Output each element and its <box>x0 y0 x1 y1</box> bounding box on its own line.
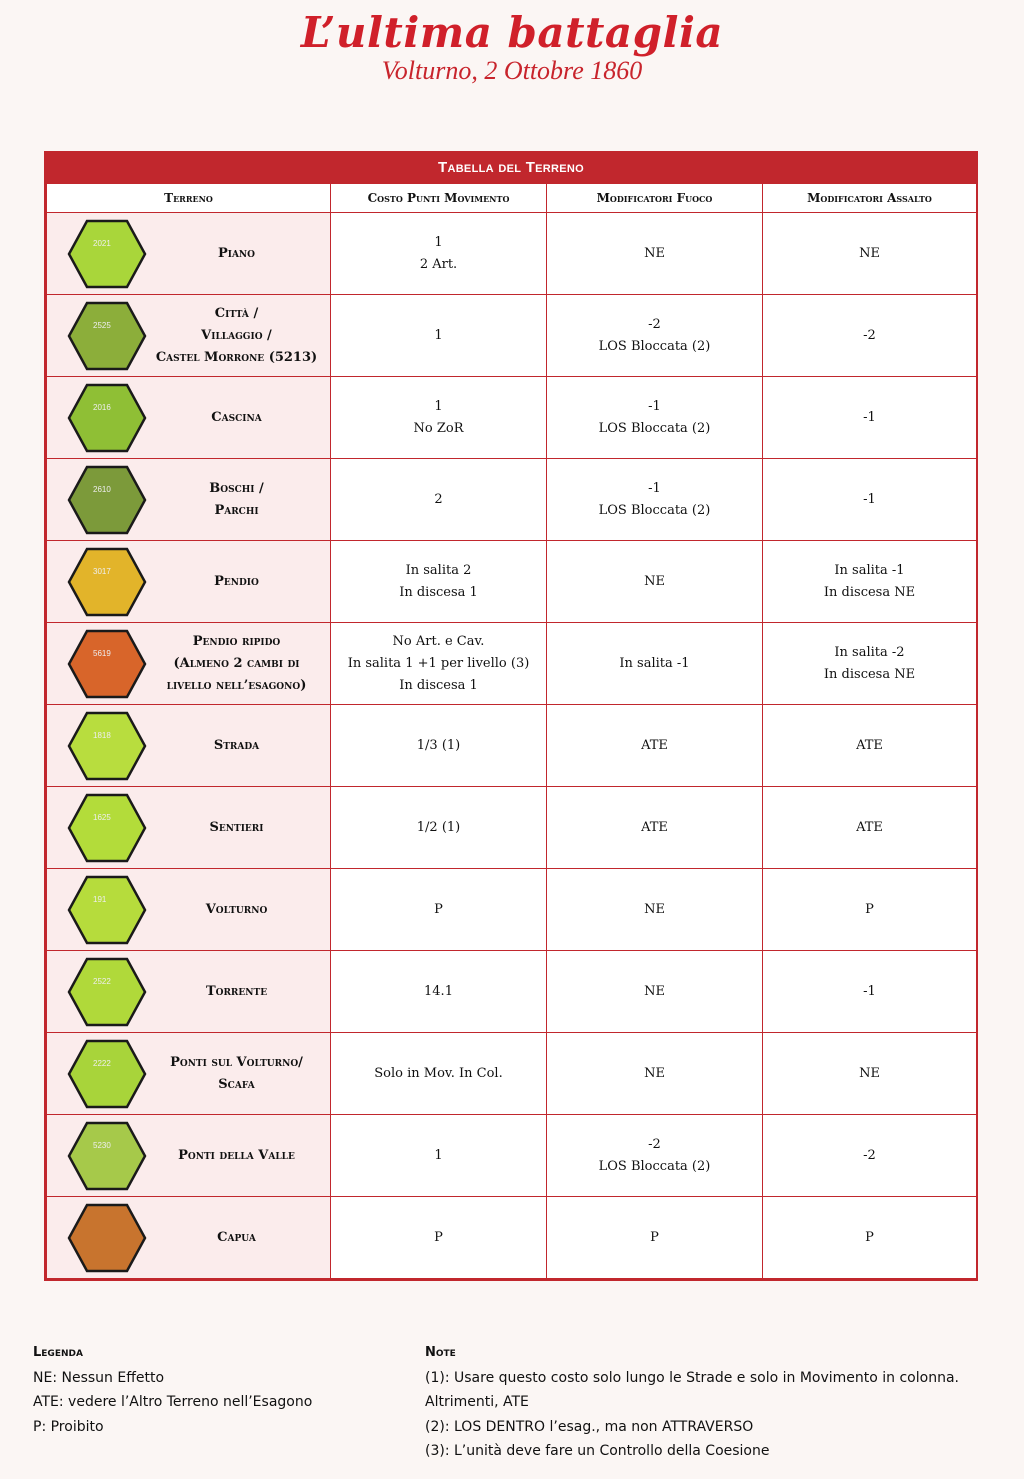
terrain-hex-icon <box>67 465 147 535</box>
assault-modifier-cell: -2 <box>763 1115 977 1197</box>
movement-cost-cell: 14.1 <box>331 951 547 1033</box>
terrain-name: Strada <box>213 737 260 753</box>
terrain-cell <box>47 459 331 541</box>
assault-modifier-cell: NE <box>763 213 977 295</box>
notes-title: Note <box>425 1345 456 1360</box>
note-item: (2): LOS DENTRO l’esag., ma non ATTRAVERSO <box>425 1418 754 1435</box>
legend-item: NE: Nessun Effetto <box>33 1369 165 1386</box>
assault-modifier-cell: -1 <box>763 459 977 541</box>
fire-modifier-cell: NE <box>547 1033 763 1115</box>
terrain-row <box>47 951 977 1033</box>
terrain-cell <box>47 377 331 459</box>
terrain-cell <box>47 295 331 377</box>
terrain-name: Pendio ripido (Almeno 2 cambi di livello nell’esagono) <box>166 633 307 693</box>
hex-number: 1625 <box>93 812 111 822</box>
hex-number: 2016 <box>93 402 111 412</box>
movement-cost-cell: 2 <box>331 459 547 541</box>
terrain-hex-icon <box>67 219 147 289</box>
terrain-row <box>47 623 977 705</box>
terrain-cell <box>47 1115 331 1197</box>
note-item: Altrimenti, ATE <box>425 1394 529 1410</box>
movement-cost-cell: 1 <box>331 295 547 377</box>
movement-cost-cell: No Art. e Cav. In salita 1 +1 per livello (3) In discesa 1 <box>331 623 547 705</box>
terrain-cell <box>47 787 331 869</box>
movement-cost-cell: 1/2 (1) <box>331 787 547 869</box>
terrain-cell <box>47 1033 331 1115</box>
movement-cost-cell: P <box>331 1197 547 1279</box>
terrain-cell <box>47 1197 331 1279</box>
assault-modifier-cell: -2 <box>763 295 977 377</box>
assault-modifier-cell: P <box>763 869 977 951</box>
terrain-name: Sentieri <box>209 819 264 835</box>
header-movement: Costo Punti Movimento <box>331 184 547 213</box>
fire-modifier-cell: ATE <box>547 705 763 787</box>
terrain-hex-icon <box>67 793 147 863</box>
hex-number: 1818 <box>93 730 111 740</box>
terrain-row <box>47 1115 977 1197</box>
legend <box>33 1341 373 1439</box>
fire-modifier-cell: -2 LOS Bloccata (2) <box>547 1115 763 1197</box>
fire-modifier-cell: P <box>547 1197 763 1279</box>
terrain-row <box>47 705 977 787</box>
movement-cost-cell: 1 2 Art. <box>331 213 547 295</box>
hex-number: 2522 <box>93 976 111 986</box>
terrain-hex-icon <box>67 547 147 617</box>
header-row <box>47 184 977 213</box>
assault-modifier-cell: ATE <box>763 787 977 869</box>
terrain-row <box>47 213 977 295</box>
terrain-name: Torrente <box>205 983 268 999</box>
terrain-row <box>47 377 977 459</box>
assault-modifier-cell: NE <box>763 1033 977 1115</box>
terrain-grid <box>46 183 977 1279</box>
fire-modifier-cell: NE <box>547 213 763 295</box>
movement-cost-cell: 1 <box>331 1115 547 1197</box>
terrain-hex-icon <box>67 1203 147 1273</box>
terrain-cell <box>47 951 331 1033</box>
fire-modifier-cell: NE <box>547 951 763 1033</box>
terrain-name: Pendio <box>214 573 259 589</box>
terrain-hex-icon <box>67 1121 147 1191</box>
movement-cost-cell: 1 No ZoR <box>331 377 547 459</box>
terrain-hex-icon <box>67 383 147 453</box>
terrain-hex-icon <box>67 629 147 699</box>
terrain-name: Città / Villaggio / Castel Morrone (5213) <box>155 305 318 365</box>
assault-modifier-cell: In salita -1 In discesa NE <box>763 541 977 623</box>
note-item: (1): Usare questo costo solo lungo le Strade e solo in Movimento in colonna. <box>425 1369 959 1386</box>
header-terrain: Terreno <box>47 184 331 213</box>
legend-item: ATE: vedere l’Altro Terreno nell’Esagono <box>33 1394 313 1410</box>
legend-title: Legenda <box>33 1345 83 1360</box>
legend-item: P: Proibito <box>33 1418 104 1435</box>
terrain-cell <box>47 623 331 705</box>
terrain-row <box>47 459 977 541</box>
terrain-hex-icon <box>67 875 147 945</box>
terrain-cell <box>47 213 331 295</box>
hex-number: 191 <box>93 894 107 904</box>
fire-modifier-cell: -1 LOS Bloccata (2) <box>547 377 763 459</box>
fire-modifier-cell: NE <box>547 541 763 623</box>
terrain-row <box>47 295 977 377</box>
fire-modifier-cell: NE <box>547 869 763 951</box>
hex-number: 2525 <box>93 320 111 330</box>
assault-modifier-cell: -1 <box>763 377 977 459</box>
fire-modifier-cell: -1 LOS Bloccata (2) <box>547 459 763 541</box>
hex-number: 2610 <box>93 484 111 494</box>
header-assault: Modificatori Assalto <box>763 184 977 213</box>
notes <box>425 1341 1005 1464</box>
fire-modifier-cell: ATE <box>547 787 763 869</box>
terrain-cell <box>47 705 331 787</box>
terrain-name: Piano <box>217 245 256 261</box>
table-title: Tabella del Terreno <box>46 153 976 183</box>
hex-number: 3017 <box>93 566 111 576</box>
terrain-table <box>44 151 978 1281</box>
movement-cost-cell: P <box>331 869 547 951</box>
movement-cost-cell: Solo in Mov. In Col. <box>331 1033 547 1115</box>
hex-number: 5230 <box>93 1140 111 1150</box>
hex-number: 5619 <box>93 648 111 658</box>
fire-modifier-cell: -2 LOS Bloccata (2) <box>547 295 763 377</box>
terrain-hex-icon <box>67 711 147 781</box>
terrain-row <box>47 787 977 869</box>
terrain-row <box>47 1197 977 1279</box>
hex-number: 2021 <box>93 238 111 248</box>
terrain-name: Ponti sul Volturno/ Scafa <box>170 1054 303 1092</box>
assault-modifier-cell: In salita -2 In discesa NE <box>763 623 977 705</box>
terrain-cell <box>47 869 331 951</box>
terrain-name: Cascina <box>211 409 262 425</box>
note-item: (3): L’unità deve fare un Controllo della Coesione <box>425 1443 770 1459</box>
terrain-hex-icon <box>67 1039 147 1109</box>
terrain-name: Ponti della Valle <box>178 1147 295 1163</box>
terrain-name: Capua <box>217 1229 256 1245</box>
terrain-row <box>47 541 977 623</box>
terrain-name: Volturno <box>205 901 268 917</box>
assault-modifier-cell: P <box>763 1197 977 1279</box>
movement-cost-cell: 1/3 (1) <box>331 705 547 787</box>
hex-number: 2222 <box>93 1058 111 1068</box>
terrain-hex-icon <box>67 957 147 1027</box>
assault-modifier-cell: ATE <box>763 705 977 787</box>
terrain-name: Boschi / Parchi <box>209 480 264 518</box>
terrain-cell <box>47 541 331 623</box>
terrain-hex-icon <box>67 301 147 371</box>
movement-cost-cell: In salita 2 In discesa 1 <box>331 541 547 623</box>
assault-modifier-cell: -1 <box>763 951 977 1033</box>
page-title: L’ultima battaglia <box>300 8 724 57</box>
terrain-row <box>47 869 977 951</box>
page-subtitle: Volturno, 2 Ottobre 1860 <box>381 56 643 85</box>
fire-modifier-cell: In salita -1 <box>547 623 763 705</box>
terrain-row <box>47 1033 977 1115</box>
header-fire: Modificatori Fuoco <box>547 184 763 213</box>
